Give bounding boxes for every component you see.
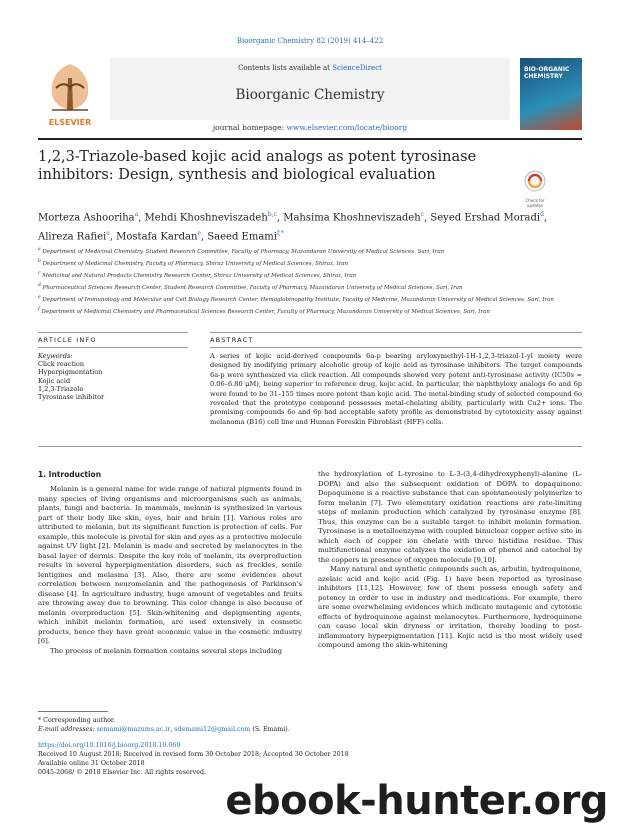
author-affiliation-marker[interactable]: e xyxy=(106,230,110,238)
abstract-rule-bottom xyxy=(210,347,582,348)
keywords-list xyxy=(38,360,188,401)
author-name[interactable]: Seyed Ershad Moradi xyxy=(430,212,541,224)
header-rule xyxy=(38,138,582,140)
copyright: 0045-2068/ © 2018 Elsevier Inc. All rights reserved. xyxy=(38,769,207,776)
affiliation-text: Medicinal and Natural Products Chemistry Research Center, Shiraz University of Medical Sciences, Shiraz, Iran xyxy=(40,272,357,279)
article-info-rule xyxy=(38,332,188,333)
affiliation-marker: c xyxy=(38,271,41,277)
author-affiliation-marker[interactable]: e xyxy=(197,230,201,238)
introduction-heading: 1. Introduction xyxy=(38,470,102,479)
article-info-rule-bottom xyxy=(38,347,188,348)
homepage-label: journal homepage: xyxy=(212,123,287,132)
intro-paragraph: the hydroxylation of L-tyrosine to L-3-(3,4-dihydroxyphenyl)-alanine (L-DOPA) and also the subsequent oxidation of DOPA to dopaquinone. Dopaquinone is a reactive substance that can spontaneously polymerize to form melanin [7]. Two elementary oxidation reactions are rate-limiting steps of melanin production which catalyzed by tyrosinase enzyme [8]. Thus, this enzyme can be a suitable target to inhibit melanin formation. Tyrosinase is a metalloenzyme with coupled binuclear copper active site in which each of copper ion chelate with three histidine residue. This multifunctional enzyme catalyzes the oxidation of phenol and catechol by the coppers in presence of oxygen molecule [9,10]. xyxy=(318,470,582,564)
email-link-2[interactable]: sdemami12@gmail.com xyxy=(174,726,251,733)
author-affiliation-marker[interactable]: b,c xyxy=(267,211,277,218)
available-online: Available online 31 October 2018 xyxy=(38,760,145,767)
publication-info xyxy=(38,741,368,777)
affiliation-item xyxy=(38,257,582,269)
author-affiliation-marker[interactable]: f,* xyxy=(276,230,284,238)
author-affiliation-marker[interactable]: c xyxy=(420,211,425,218)
keyword-item: 1,2,3-Triazole xyxy=(38,384,84,393)
keywords-block xyxy=(38,352,188,401)
contents-prefix: Contents lists available at xyxy=(238,64,333,72)
article-info-heading: ARTICLE INFO xyxy=(38,336,97,344)
email-separator: , xyxy=(170,726,175,733)
article-title: 1,2,3-Triazole-based kojic acid analogs as potent tyrosinase inhibitors: Design, synthesis and biological evaluation xyxy=(38,149,477,183)
affiliation-marker: e xyxy=(38,295,41,301)
keywords-label: Keywords: xyxy=(38,352,73,360)
affiliation-text: Department of Immunology and Molecular and Cell Biology Research Center, Hemoglobinopathy Institute, Faculty of Medicine, Mazandaran University of Medical Sciences, Sari, Iran xyxy=(40,296,554,303)
doi-link[interactable]: https://doi.org/10.1016/j.bioorg.2018.10.069 xyxy=(38,742,181,749)
intro-paragraph: Many natural and synthetic compounds such as, arbutin, hydroquinone, azelaic acid and kojic acid (Fig. 1) have been reported as tyrosinase inhibitors [11,12]. However, few of them possess enough safety and potency in order to use in industry and medications. For example, there are some overwhelming evidences which indicate mutagenic and cytotoxic effects of hydroquinone against melanocytes. Furthermore, hydroquinone can cause local skin dryness or irritation, thereby leading to post-inflammatory hyperpigmentation [11]. Kojic acid is the most widely used compound among the skin-whitening xyxy=(318,565,582,649)
author-name[interactable]: Mehdi Khoshneviszadeh xyxy=(144,212,268,224)
abstract-heading: ABSTRACT xyxy=(210,336,254,344)
email-label: E-mail addresses: xyxy=(38,726,97,733)
email-suffix: (S. Emami). xyxy=(250,726,290,733)
intro-column-right xyxy=(318,470,582,651)
contents-line xyxy=(110,64,510,72)
intro-paragraph: Melanin is a general name for wide range of natural pigments found in many species of living organisms and microorganisms such as animals, plants, fungi and bacteria. In mammals, melanin is synthesized in various part of their body like skin, eyes, hair and brain [1]. Various roles are attributed to melanin, but its significant function is protection of cells. For example, this molecule is pivotal for skin and eyes as a protective molecule against UV light [2]. Melanin is made and secreted by melanocytes in the basal layer of dermis. Despite the key role of melanin, its overproduction results in several hyperpigmentation disorders, such as freckles, senile lentigines and melasma [3]. Also, there are some evidences about correlation between neuromelanin and the pathogenesis of Parkinson's disease [4]. In agriculture industry, huge amount of vegetables and fruits are throwing away due to browning. This color change is also because of melanin overproduction [5]. Skin-whitening and depigmenting agents, which inhibit melanin formation, are used extensively in cosmetic products, hence they have great economic value in the cosmetic industry [6]. xyxy=(38,485,302,645)
watermark: ebook-hunter.org xyxy=(225,778,608,824)
journal-cover xyxy=(520,58,582,130)
affiliation-marker: a xyxy=(38,247,41,252)
affiliation-text: Department of Medicinal Chemistry, Faculty of Pharmacy, Shiraz University of Medical Sciences, Shiraz, Iran xyxy=(40,260,349,267)
author-name[interactable]: Morteza Ashooriha xyxy=(38,212,135,224)
journal-homepage xyxy=(110,123,510,132)
author-name[interactable]: Alireza Rafiei xyxy=(38,231,107,243)
affiliation-marker: d xyxy=(38,283,41,289)
affiliation-marker: f xyxy=(38,307,40,313)
intro-paragraph: The process of melanin formation contains several steps including xyxy=(50,646,283,655)
received-dates: Received 10 August 2018; Received in revised form 30 October 2018; Accepted 30 October 2018 xyxy=(38,751,349,758)
affiliation-text: Pharmaceutical Sciences Research Center, Student Research Committee, Faculty of Pharmacy, Mazandaran University of Medical Sciences, Sari, Iran xyxy=(40,284,463,291)
keyword-item: Hyperpigmentation xyxy=(38,368,103,377)
keyword-item: Click reaction xyxy=(38,360,85,369)
author-name[interactable]: Mostafa Kardan xyxy=(116,231,198,243)
email-link-1[interactable]: semami@mazums.ac.ir xyxy=(96,726,171,733)
check-updates-icon xyxy=(520,170,550,194)
author-affiliation-marker[interactable]: d xyxy=(540,211,544,218)
check-updates-label: Check for updates xyxy=(525,198,545,208)
homepage-link[interactable]: www.elsevier.com/locate/bioorg xyxy=(286,123,408,132)
affiliation-item xyxy=(38,245,582,257)
journal-title: Bioorganic Chemistry xyxy=(235,87,385,103)
email-line xyxy=(38,725,338,734)
intro-column-left xyxy=(38,485,302,656)
affiliation-text: Department of Medicinal Chemistry, Student Research Committee, Faculty of Pharmacy, Mazandaran University of Medical Sciences, Sari, Iran xyxy=(40,248,445,255)
keyword-item: Tyrosinase inhibitor xyxy=(38,393,105,402)
elsevier-logo xyxy=(38,58,102,130)
abstract-rule xyxy=(210,332,582,333)
abstract-text: A series of kojic acid-derived compounds 6a-p bearing aryloxymethyl-1H-1,2,3-triazol-1-yl moiety were designed by modifying primary alcoholic group of kojic acid as tyrosinase inhibitors. The target compounds 6a-p were synthesized via click reaction. All compounds showed very potent anti-tyrosinase activity (IC50s = 0.06–6.80 μM), being superior to reference drug, kojic acid. In particular, the naphthyloxy analogs 6o and 6p were found to be 31–155 times more potent than kojic acid. The metal-binding study of selected compound 6o revealed that the prototype compound possesses metal-chelating ability, particularly with Cu2+ ions. The promising compounds 6o and 6p had acceptable safety profile as demonstrated by cytotoxicity assay against melanoma (B16) cell line and Human Foreskin Fibroblast (HFF) cells. xyxy=(210,352,582,426)
affiliation-marker: b xyxy=(38,259,41,265)
affiliation-item xyxy=(38,305,582,317)
cover-title: BIO-ORGANIC CHEMISTRY xyxy=(524,66,570,80)
keyword-item: Kojic acid xyxy=(38,376,71,385)
affiliation-list xyxy=(38,245,582,317)
elsevier-logo-text: ELSEVIER xyxy=(48,118,92,127)
author-affiliation-marker[interactable]: a xyxy=(134,211,139,218)
author-name[interactable]: Saeed Emami xyxy=(207,231,277,243)
corresponding-author: * Corresponding author. xyxy=(38,717,116,724)
footnote-rule xyxy=(38,711,108,712)
author-name[interactable]: Mahsima Khoshneviszadeh xyxy=(283,212,421,224)
sciencedirect-link[interactable]: ScienceDirect xyxy=(332,64,382,72)
abstract-end-rule xyxy=(38,446,582,447)
author-list: Morteza Ashooriha$^a$, Mehdi Khoshneviszadeh$^{b,c}$, Mahsima Khoshneviszadeh$^c$, Seyed Ershad Moradi$^d$, Alireza Rafiei$^e$, Mostafa Kardan$^e$, Saeed Emami$^{f,*}$ xyxy=(38,211,548,243)
affiliation-text: Department of Medicinal Chemistry and Pharmaceutical Sciences Research Center, Faculty of Pharmacy, Mazandaran University of Medical Sciences, Sari, Iran xyxy=(39,308,490,315)
journal-header xyxy=(110,58,510,120)
affiliation-item xyxy=(38,293,582,305)
affiliation-item xyxy=(38,269,582,281)
check-for-updates-badge[interactable] xyxy=(520,170,550,208)
footnote xyxy=(38,711,338,734)
affiliation-item xyxy=(38,281,582,293)
journal-reference[interactable]: Bioorganic Chemistry 82 (2019) 414–422 xyxy=(236,37,384,45)
